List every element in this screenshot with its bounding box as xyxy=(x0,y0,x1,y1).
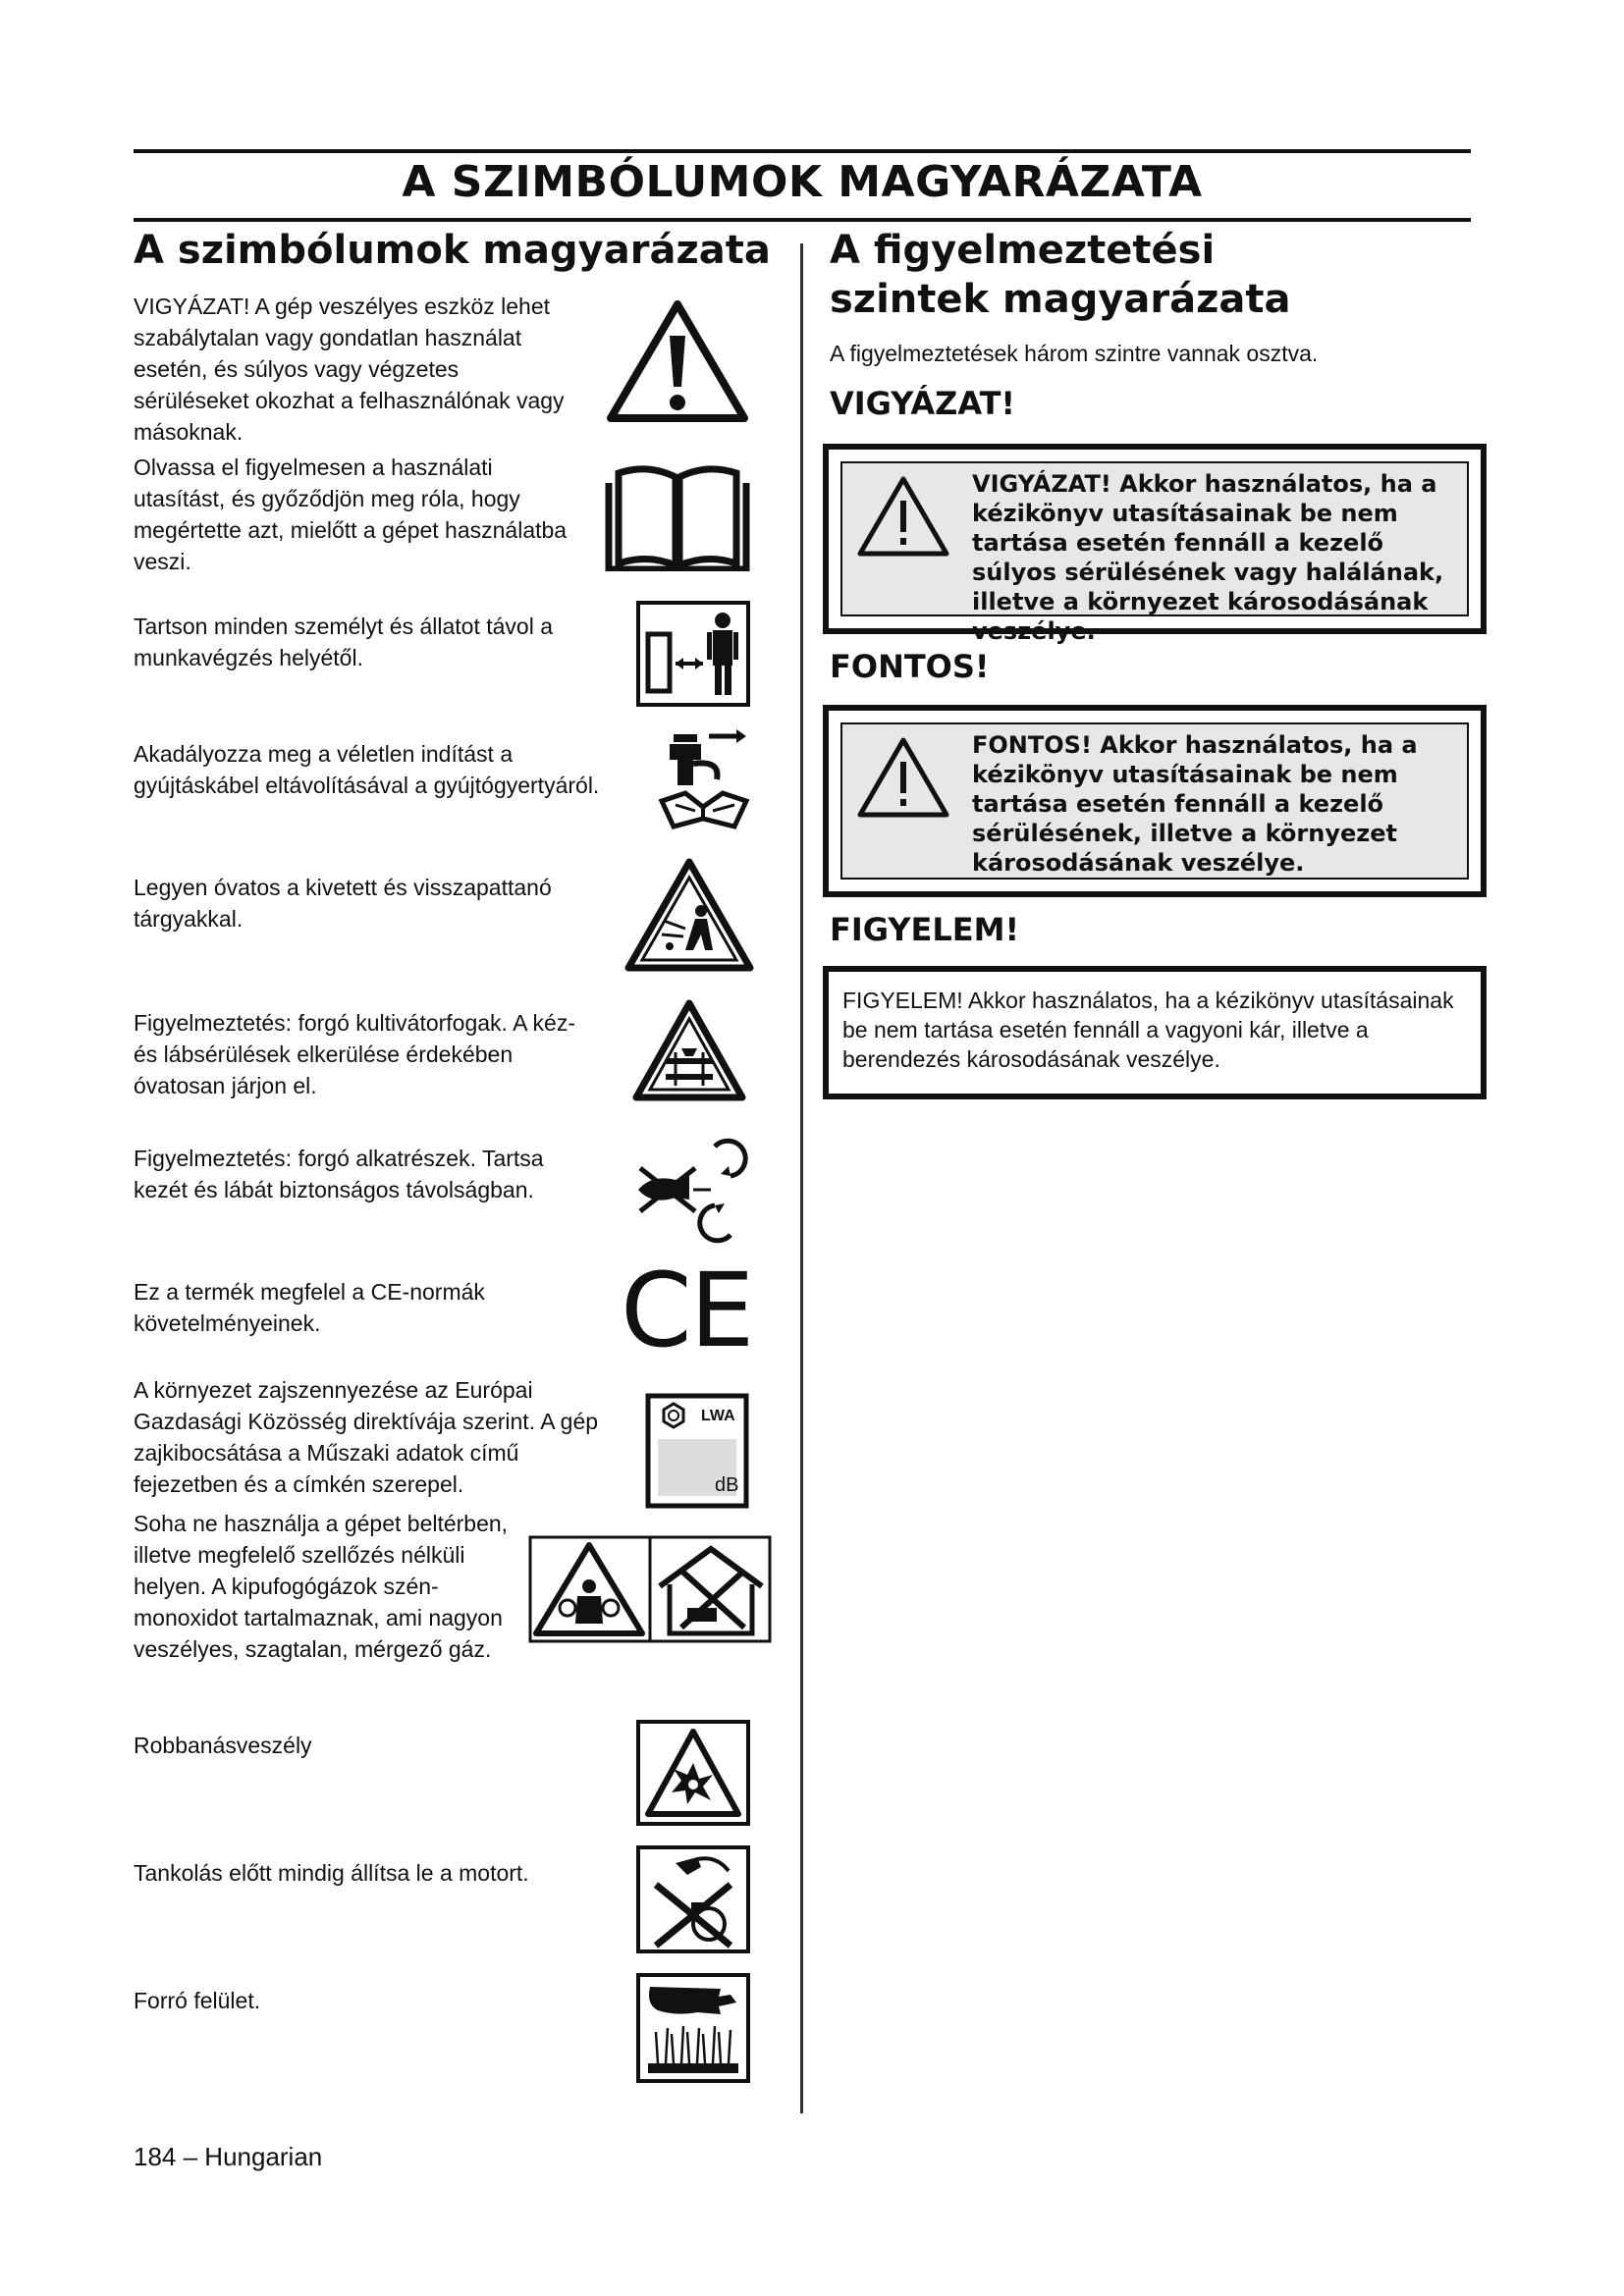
spark-plug-icon xyxy=(652,722,754,832)
symbol-text-rotating-tines: Figyelmeztetés: forgó kultivátorfogak. A kéz- és lábsérülések elkerülése érdekében óvatosan járjon el. xyxy=(134,1010,575,1098)
level-box-warning-text: VIGYÁZAT! Akkor használatos, ha a kézikönyv utasításainak be nem tartása esetén fennáll a kezelő súlyos sérülésének vagy halálának, illetve a környezet károsodásának veszélye. xyxy=(972,470,1444,645)
symbol-text-co: Soha ne használja a gépet beltérben, illetve megfelelő szellőzés nélküli helyen. A kipufogógázok szén-monoxidot tartalmaznak, ami nagyon veszélyes, szagtalan, mérgező gáz. xyxy=(134,1511,509,1662)
top-rule xyxy=(134,149,1471,153)
hot-surface-icon xyxy=(636,1973,750,2083)
page-title: A SZIMBÓLUMOK MAGYARÁZATA xyxy=(402,157,1203,207)
rotating-tines-icon xyxy=(632,997,746,1103)
levels-intro: A figyelmeztetések három szintre vannak osztva. xyxy=(830,341,1319,366)
refuel-engine-off-icon xyxy=(636,1845,750,1953)
noise-db-label: dB xyxy=(715,1474,739,1496)
left-heading: A szimbólumok magyarázata xyxy=(134,228,771,273)
symbol-text-manual: Olvassa el figyelmesen a használati utasítást, és győződjön meg róla, hogy megértette azt, mielőtt a gépet használatba veszi. xyxy=(134,454,568,574)
level-box-warning-inner xyxy=(840,461,1469,645)
warning-triangle-icon xyxy=(856,473,950,562)
symbol-text-hot-surface: Forró felület. xyxy=(134,1988,261,2013)
symbol-text-spark-plug: Akadályozza meg a véletlen indítást a gyújtáskábel eltávolításával a gyújtógyertyáról. xyxy=(134,741,600,798)
level-box-important-inner xyxy=(840,722,1469,880)
noise-level-icon xyxy=(644,1392,750,1510)
explosion-icon xyxy=(636,1720,750,1826)
symbol-text-ce: Ez a termék megfelel a CE-normák követelményeinek. xyxy=(134,1279,485,1336)
thrown-objects-icon xyxy=(624,856,754,974)
open-book-icon xyxy=(605,463,750,571)
symbol-text-warning: VIGYÁZAT! A gép veszélyes eszköz lehet szabálytalan vagy gondatlan használat esetén, és súlyos vagy végzetes sérüléseket okozhat a felhasználónak vagy másoknak. xyxy=(134,294,565,445)
right-heading: A figyelmeztetési szintek magyarázata xyxy=(830,228,1291,322)
level-title-notice: FIGYELEM! xyxy=(830,911,1020,948)
level-title-important: FONTOS! xyxy=(830,648,990,685)
level-box-notice xyxy=(823,966,1487,1099)
carbon-monoxide-icon xyxy=(528,1535,772,1643)
level-box-warning xyxy=(823,444,1487,645)
warning-triangle-icon xyxy=(605,298,750,424)
page-footer: 184 – Hungarian xyxy=(134,2142,323,2171)
ce-mark-text: CE xyxy=(621,1251,753,1370)
ce-mark-icon xyxy=(621,1251,753,1370)
symbol-text-rotating-parts: Figyelmeztetés: forgó alkatrészek. Tartsa kezét és lábát biztonságos távolságban. xyxy=(134,1146,544,1202)
level-box-important xyxy=(823,705,1487,897)
level-box-notice-text: FIGYELEM! Akkor használatos, ha a kézikönyv utasításainak be nem tartása esetén fennáll a vagyoni kár, illetve a berendezés károsodásának veszélye. xyxy=(842,988,1454,1072)
symbol-text-refuel: Tankolás előtt mindig állítsa le a motort. xyxy=(134,1860,529,1886)
warning-triangle-icon xyxy=(856,734,950,824)
keep-distance-icon xyxy=(636,601,750,707)
level-title-warning: VIGYÁZAT! xyxy=(830,385,1016,422)
symbol-text-noise: A környezet zajszennyezése az Európai Gazdasági Közösség direktívája szerint. A gép zajkibocsátása a Műszaki adatok című fejezetben és a címkén szerepel. xyxy=(134,1377,599,1497)
noise-lwa-label: LWA xyxy=(701,1408,735,1424)
column-divider xyxy=(800,243,803,2113)
title-rule xyxy=(134,218,1471,222)
symbol-text-distance: Tartson minden személyt és állatot távol a munkavégzés helyétől. xyxy=(134,614,553,670)
symbol-text-explosion: Robbanásveszély xyxy=(134,1733,312,1758)
level-box-important-text: FONTOS! Akkor használatos, ha a kézikönyv utasításainak be nem tartása esetén fennáll a kezelő sérülésének, illetve a környezet károsodásának veszélye. xyxy=(972,731,1418,877)
symbol-text-thrown-objects: Legyen óvatos a kivetett és visszapattanó tárgyakkal. xyxy=(134,875,552,932)
rotating-parts-icon xyxy=(632,1131,754,1249)
